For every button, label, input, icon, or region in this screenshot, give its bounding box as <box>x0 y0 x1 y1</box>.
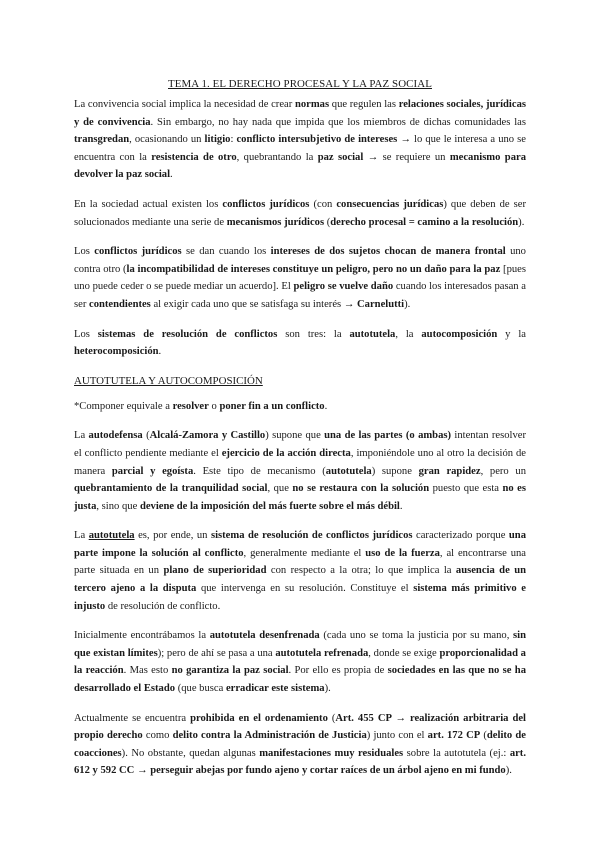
paragraph-sistemas <box>74 326 526 361</box>
text-run: (con <box>309 198 337 210</box>
text-run: ) que deben de ser solucionados mediante una serie de <box>74 198 526 228</box>
bold-run: conflictos jurídicos <box>94 246 182 258</box>
text-run: ). <box>505 765 512 777</box>
text-run: ). <box>404 298 411 310</box>
text-run: (cada uno se toma la justicia por su mano, <box>319 630 514 642</box>
text-run: ( <box>324 216 331 228</box>
text-run: *Componer equivale a <box>74 400 173 412</box>
bold-run: manifestaciones muy residuales <box>259 747 404 759</box>
bold-run: sistema más primitivo e injusto <box>74 583 526 612</box>
text-run: La <box>74 430 89 442</box>
text-run: , al encontrarse una parte situada en un <box>74 547 526 577</box>
bold-run: peligro se vuelve daño <box>293 281 394 293</box>
bold-underlined-run: autotutela <box>88 530 135 542</box>
text-run: de resolución de conflicto. <box>105 600 221 612</box>
bold-run: resistencia de otro <box>151 151 237 163</box>
bold-run: transgredan <box>74 134 130 146</box>
text-run: , pero un <box>480 465 526 477</box>
bold-run: heterocomposición <box>74 346 159 358</box>
bold-run: derecho procesal = camino a la resolución <box>330 216 519 228</box>
text-run: . <box>399 500 403 512</box>
bold-run: parcial y egoísta <box>111 465 194 477</box>
section-heading: AUTOTUTELA Y AUTOCOMPOSICIÓN <box>74 374 263 387</box>
text-run: . <box>324 400 328 412</box>
text-run: . Sin embargo, no hay nada que impida que los miembros de dichas comunidades las <box>150 116 526 128</box>
bold-run: ejercicio de la acción directa <box>221 447 351 459</box>
bold-run: sociedades en las que no se ha desarrollado el Estado <box>74 665 526 695</box>
paragraph-autotutela <box>74 527 526 615</box>
text-run: se dan cuando los <box>181 246 271 258</box>
bold-run: prohibida en el ordenamiento <box>190 712 328 724</box>
text-run: . <box>158 346 162 358</box>
text-run: es, por ende, un <box>134 530 211 542</box>
bold-run: Carnelutti <box>357 298 405 310</box>
text-run: puesto que esta <box>429 483 503 495</box>
bold-run: Art. 455 CP → realización arbitraria del propio derecho <box>74 712 526 742</box>
text-run: → lo que le interesa a uno se encuentra con la <box>74 134 526 163</box>
bold-run: art. 172 CP <box>427 730 481 742</box>
text-run: → se requiere un <box>363 151 450 163</box>
bold-run: proporcionalidad a la reacción <box>74 647 526 677</box>
text-run: o <box>208 400 220 412</box>
bold-run: contendientes <box>89 298 151 310</box>
text-run: al exigir cada uno que se satisfaga su interés → <box>150 298 358 310</box>
paragraph-sociedad-actual <box>74 196 526 231</box>
bold-run: intereses de dos sujetos chocan de manera frontal <box>270 246 506 258</box>
text-run: . Por ello es propia de <box>288 665 388 677</box>
bold-run: deviene de la imposición del más fuerte sobre el más débil <box>139 500 400 512</box>
text-run: con respecto a la otra; lo que implica la <box>266 565 456 577</box>
bold-run: ausencia de un tercero ajeno a la disputa <box>74 565 526 595</box>
bold-run: la incompatibilidad de intereses constituye un peligro, pero no un daño para la paz <box>126 263 501 275</box>
text-run: , la <box>395 328 422 340</box>
text-run: ). <box>324 683 331 695</box>
text-run: [pues uno puede ceder o se puede mediar un acuerdo]. El <box>74 263 526 293</box>
text-run: uno contra otro ( <box>74 246 526 275</box>
text-run: , imponiéndole uno al otro la decisión de manera <box>74 447 526 477</box>
text-run: son tres: la <box>277 328 350 340</box>
bold-run: uso de la fuerza <box>365 547 440 559</box>
bold-run: resolver <box>172 400 209 412</box>
text-run: , que <box>267 483 293 495</box>
text-run: caracterizado porque <box>412 530 509 542</box>
text-run: y la <box>497 328 526 340</box>
text-run: como <box>142 730 173 742</box>
bold-run: autotutela desenfrenada <box>209 630 320 642</box>
bold-run: delito contra la Administración de Justicia <box>172 730 367 742</box>
bold-run: paz social <box>317 151 364 163</box>
bold-run: consecuencias jurídicas <box>336 198 444 210</box>
text-run: , donde se exige <box>368 647 440 659</box>
text-run: Inicialmente encontrábamos la <box>74 630 210 642</box>
text-run: ). <box>518 216 525 228</box>
bold-run: una parte impone la solución al conflicto <box>74 530 526 559</box>
bold-run: mecanismo para devolver la paz social <box>74 151 526 181</box>
text-run: ) supone que <box>265 430 325 442</box>
bold-run: autotutela <box>349 328 396 340</box>
text-run: (que busca <box>175 683 226 695</box>
bold-run: no es justa <box>74 483 526 512</box>
paragraph-autodefensa <box>74 427 526 515</box>
text-run: ) junto con el <box>366 730 428 742</box>
text-run: sobre la autotutela (ej.: <box>403 747 510 759</box>
bold-run: conflictos jurídicos <box>222 198 310 210</box>
text-run: , quebrantando la <box>236 151 318 163</box>
text-run: ( <box>327 712 336 724</box>
paragraph-convivencia <box>74 96 526 184</box>
bold-run: relaciones sociales, jurídicas y de convivencia <box>74 99 526 128</box>
bold-run: plano de superioridad <box>163 565 267 577</box>
bold-run: conflicto intersubjetivo de intereses <box>236 134 398 146</box>
bold-run: una de las partes (o ambas) <box>324 430 452 442</box>
text-run: La <box>74 530 89 542</box>
bold-run: sistema de resolución de conflictos jurídicos <box>210 530 413 542</box>
bold-run: art. 612 y 592 CC → perseguir abejas por fundo ajeno y cortar raíces de un árbol ajeno en mi fundo <box>74 747 526 777</box>
text-run: , generalmente mediante el <box>243 547 366 559</box>
text-run: ( <box>480 730 487 742</box>
bold-run: poner fin a un conflicto <box>219 400 325 412</box>
text-run: . <box>170 169 173 181</box>
document-title: TEMA 1. EL DERECHO PROCESAL Y LA PAZ SOCIAL <box>168 78 432 90</box>
text-run: Los <box>74 246 95 258</box>
bold-run: gran rapidez <box>418 465 481 477</box>
text-run: ). No obstante, quedan algunas <box>121 747 260 759</box>
bold-run: no garantiza la paz social <box>171 665 289 677</box>
text-run: La convivencia social implica la necesidad de crear <box>74 99 295 110</box>
text-run: . Mas esto <box>123 665 172 677</box>
text-run: que regulen las <box>329 99 399 110</box>
text-run: ) supone <box>371 465 419 477</box>
text-run: cuando los interesados pasan a ser <box>74 281 526 310</box>
text-run: , ocasionando un <box>129 134 205 146</box>
bold-run: normas <box>294 99 330 110</box>
text-run: , sino que <box>96 500 140 512</box>
text-run: En la sociedad actual existen los <box>74 198 223 210</box>
bold-run: autotutela refrenada <box>275 647 369 659</box>
paragraph-inicialmente <box>74 627 526 697</box>
bold-run: erradicar este sistema <box>225 683 325 695</box>
bold-run: sin que existan límites <box>74 630 527 659</box>
text-run: ( <box>142 430 150 442</box>
text-run: Actualmente se encuentra <box>74 712 191 724</box>
text-run: intentan resolver el conflicto pendiente mediante el <box>74 430 527 459</box>
paragraph-componer <box>74 398 526 416</box>
bold-run: sistemas de resolución de conflictos <box>97 328 278 340</box>
paragraph-actualmente <box>74 710 526 780</box>
text-run: . Este tipo de mecanismo ( <box>193 465 326 477</box>
bold-run: quebrantamiento de la tranquilidad social <box>74 483 268 495</box>
bold-run: autocomposición <box>421 328 498 340</box>
paragraph-conflictos-juridicos <box>74 243 526 313</box>
bold-run: mecanismos jurídicos <box>226 216 325 228</box>
text-run: Los <box>74 328 98 340</box>
bold-run: Alcalá-Zamora y Castillo <box>149 430 266 442</box>
text-run: ); pero de ahí se pasa a una <box>157 647 276 659</box>
bold-run: delito de coacciones <box>74 730 526 759</box>
bold-run: no se restaura con la solución <box>292 483 430 495</box>
bold-run: autotutela <box>325 465 372 477</box>
bold-run: autodefensa <box>88 430 143 442</box>
text-run: que intervenga en su resolución. Constituye el <box>196 583 414 595</box>
bold-run: litigio <box>204 134 231 146</box>
text-run: : <box>230 134 237 146</box>
document-body <box>74 76 526 792</box>
